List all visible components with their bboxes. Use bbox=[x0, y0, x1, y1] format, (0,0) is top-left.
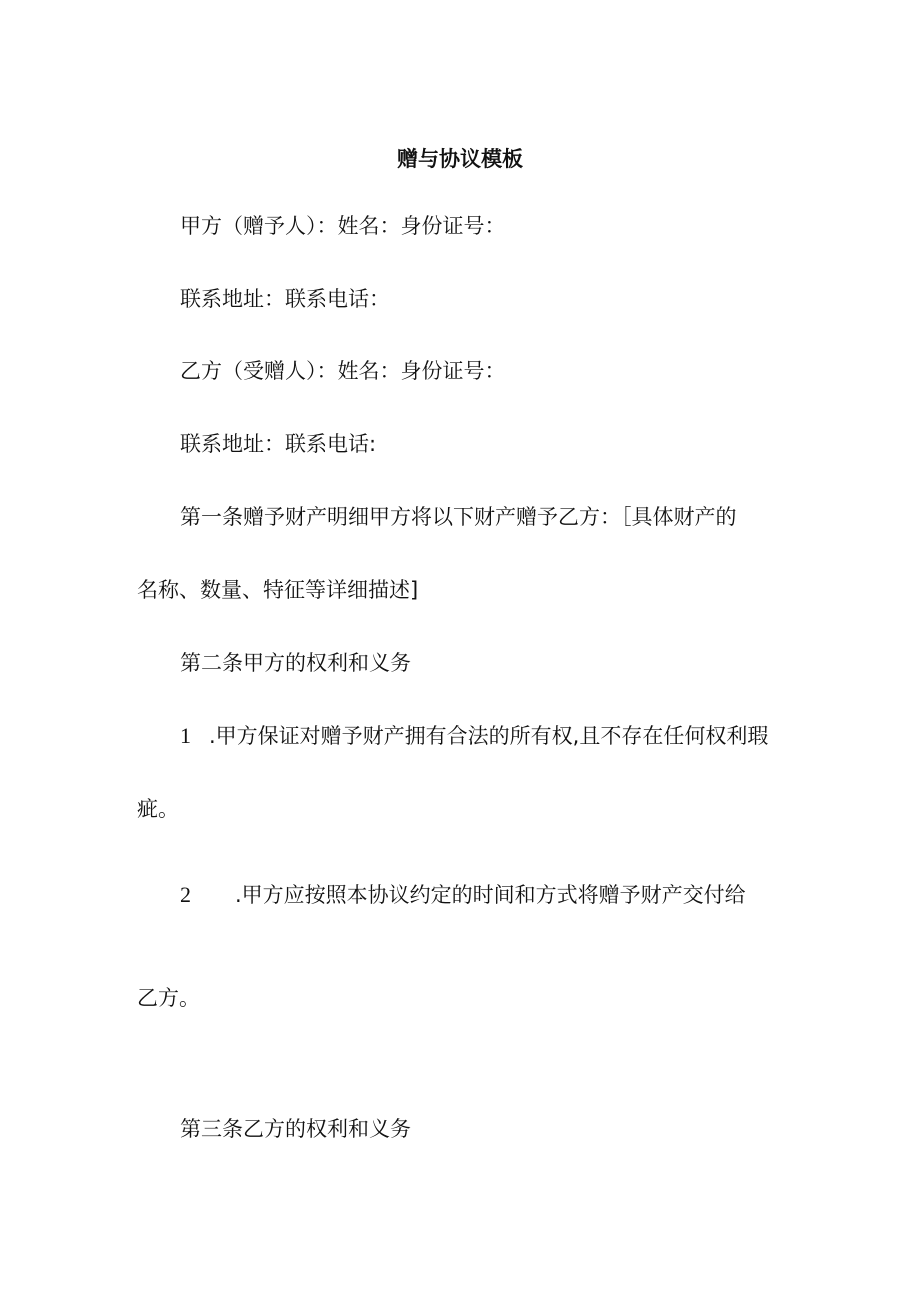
item-1-line-1 bbox=[180, 721, 768, 751]
party-a-line: 甲方（赠予人）：姓名：身份证号： bbox=[180, 214, 506, 238]
item-2-text: .甲方应按照本协议约定的时间和方式将赠予财产交付给 bbox=[235, 883, 746, 907]
item-2-line-2: 乙方。 bbox=[137, 986, 200, 1010]
item-1-number: 1 bbox=[180, 723, 191, 748]
party-b-contact: 联系地址：联系电话: bbox=[180, 432, 377, 456]
item-1-line-2: 疵。 bbox=[137, 797, 179, 821]
item-2-number: 2 bbox=[180, 882, 191, 907]
item-1-text: .甲方保证对赠予财产拥有合法的所有权,且不存在任何权利瑕 bbox=[209, 724, 769, 748]
item-2-line-1 bbox=[180, 880, 746, 910]
document-title: 赠与协议模板 bbox=[397, 147, 523, 171]
party-a-contact: 联系地址：联系电话： bbox=[180, 287, 390, 311]
article-3-heading: 第三条乙方的权利和义务 bbox=[180, 1117, 411, 1141]
article-1-line-1: 第一条赠予财产明细甲方将以下财产赠予乙方：［具体财产的 bbox=[180, 505, 737, 529]
article-2-heading: 第二条甲方的权利和义务 bbox=[180, 651, 411, 675]
party-b-line: 乙方（受赠人）：姓名：身份证号： bbox=[180, 359, 506, 383]
article-1-line-2: 名称、数量、特征等详细描述] bbox=[137, 578, 419, 602]
